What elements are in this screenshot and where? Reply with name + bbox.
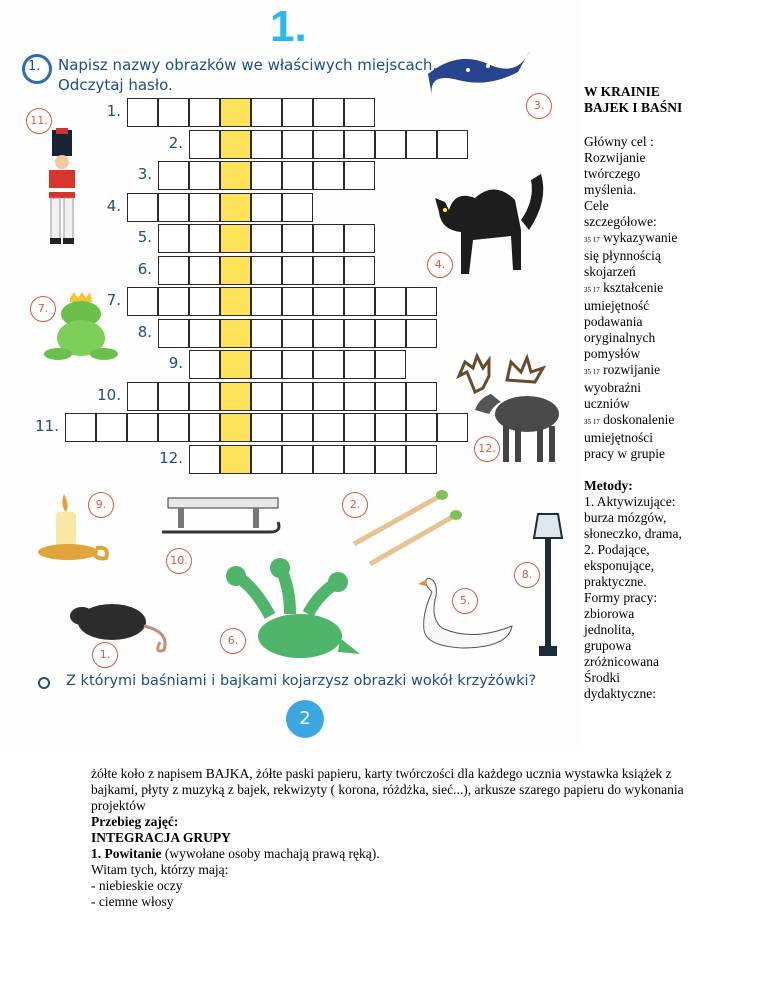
rat-picture (70, 592, 180, 656)
worksheet-number: 1. (270, 2, 307, 51)
methods-label: Metody: (584, 478, 633, 493)
crossword-cell[interactable] (189, 224, 220, 253)
crossword-row-label: 12. (159, 448, 183, 467)
task-1-number: 1. (28, 59, 41, 74)
crossword-key-cell[interactable] (220, 161, 251, 190)
crossword-cell[interactable] (313, 256, 344, 285)
crossword-cell[interactable] (127, 287, 158, 316)
crossword-cell[interactable] (65, 413, 96, 442)
means-text: żółte koło z napisem BAJKA, żółte paski papieru, karty twórczości dla każdego ucznia wystawka książek z bajkami, płyty z muzyką z bajek, rekwizyty ( korona, różdżka, sieć...), arkusze szarego papieru do wykonania projektów (91, 766, 684, 813)
goal-marker-2: 35 17 (584, 286, 600, 294)
crossword-row-label: 1. (106, 102, 121, 120)
crossword-cell[interactable] (282, 161, 313, 190)
crossword-cell[interactable] (158, 413, 189, 442)
crossword-row-label: 5. (137, 228, 152, 246)
crossword-cell[interactable] (344, 445, 375, 474)
instruction-line-2: Odczytaj hasło. (58, 76, 173, 94)
crossword-cell[interactable] (282, 319, 313, 348)
means-label: Środki dydaktyczne: (584, 670, 656, 701)
greeting-label: 1. Powitanie (91, 846, 162, 861)
crossword-cell[interactable] (127, 413, 158, 442)
crossword-cell[interactable] (282, 256, 313, 285)
sled-picture (158, 492, 283, 544)
crossword-cell[interactable] (158, 224, 189, 253)
crossword-row-label: 8. (137, 322, 152, 341)
picture-11-badge: 11. (26, 108, 52, 134)
crossword-cell[interactable] (313, 224, 344, 253)
greeting-line (91, 846, 691, 862)
crossword-cell[interactable] (344, 350, 375, 379)
crossword-cell[interactable] (189, 350, 220, 379)
crossword-key-cell[interactable] (220, 256, 251, 285)
crossword-cell[interactable] (251, 350, 282, 379)
task-1-badge (22, 54, 52, 84)
question-bullet (38, 677, 50, 689)
crossword-key-cell[interactable] (220, 98, 251, 127)
picture-2-badge: 2. (342, 492, 368, 518)
crossword-key-cell[interactable] (220, 445, 251, 474)
goal-text: Rozwijanie twórczego myślenia. (584, 150, 646, 197)
crossword-cell[interactable] (189, 130, 220, 159)
picture-4-badge: 4. (427, 252, 453, 278)
goal-item-3: 35 17 rozwijanie wyobraźni uczniów (584, 362, 661, 411)
soldier-picture (40, 128, 84, 248)
crossword-cell[interactable] (251, 413, 282, 442)
crossword-cell[interactable] (251, 130, 282, 159)
crossword-row-label: 3. (137, 165, 152, 183)
picture-1-badge: 1. (92, 642, 118, 668)
crossword-cell[interactable] (406, 382, 437, 411)
crossword-cell[interactable] (375, 130, 406, 159)
methods-text-2: 2. Podające, eksponujące, praktyczne. (584, 542, 655, 589)
picture-8-badge: 8. (514, 562, 540, 588)
crossword-cell[interactable] (344, 413, 375, 442)
crossword-row-label: 6. (137, 259, 152, 278)
crossword-key-cell[interactable] (220, 287, 251, 316)
crossword-cell[interactable] (375, 350, 406, 379)
crossword-cell[interactable] (313, 130, 344, 159)
crossword-cell[interactable] (158, 193, 189, 222)
crossword-cell[interactable] (375, 319, 406, 348)
lesson-plan-side (584, 84, 684, 702)
crossword-cell[interactable] (189, 98, 220, 127)
crossword-cell[interactable] (189, 161, 220, 190)
crossword-cell[interactable] (189, 319, 220, 348)
crossword-cell[interactable] (344, 319, 375, 348)
goal-marker-4: 35 17 (584, 418, 600, 426)
crossword-cell[interactable] (189, 287, 220, 316)
crossword-cell[interactable] (282, 287, 313, 316)
crossword-cell[interactable] (344, 98, 375, 127)
crossword-cell[interactable] (282, 193, 313, 222)
goal-marker-1: 35 17 (584, 236, 600, 244)
picture-6-badge: 6. (220, 628, 246, 654)
crossword-cell[interactable] (313, 445, 344, 474)
picture-12-badge: 12. (474, 436, 500, 462)
crossword-cell[interactable] (251, 98, 282, 127)
crossword-cell[interactable] (158, 98, 189, 127)
crossword-cell[interactable] (282, 98, 313, 127)
crossword-cell[interactable] (158, 161, 189, 190)
crossword-row-label: 10. (97, 385, 121, 404)
crossword-cell[interactable] (251, 382, 282, 411)
crossword-key-cell[interactable] (220, 193, 251, 222)
list-item-1: - niebieskie oczy (91, 878, 183, 893)
crossword-cell[interactable] (375, 445, 406, 474)
crossword-cell[interactable] (282, 350, 313, 379)
crossword-cell[interactable] (158, 256, 189, 285)
specific-goals-label: Cele szczegółowe: (584, 198, 657, 229)
forms-text: zbiorowa jednolita, grupowa zróżnicowana (584, 606, 659, 669)
crossword-key-cell[interactable] (220, 130, 251, 159)
crossword-cell[interactable] (189, 382, 220, 411)
crossword-cell[interactable] (313, 98, 344, 127)
lesson-plan-bottom (91, 766, 691, 910)
goal-marker-3: 35 17 (584, 368, 600, 376)
greeting-text: (wywołane osoby machają prawą ręką). (161, 846, 380, 861)
goal-item-2: 35 17 kształcenie umiejętność podawania oryginalnych pomysłów (584, 280, 664, 361)
goal-item-1: 35 17 wykazywanie się płynnością skojarzeń (584, 230, 678, 279)
crossword-cell[interactable] (282, 445, 313, 474)
crossword-cell[interactable] (282, 224, 313, 253)
crossword-cell[interactable] (344, 287, 375, 316)
instruction-line-1: Napisz nazwy obrazków we właściwych miejscach. (58, 56, 438, 74)
crossword-key-cell[interactable] (220, 224, 251, 253)
crossword-cell[interactable] (406, 287, 437, 316)
crossword-cell[interactable] (406, 413, 437, 442)
crossword-cell[interactable] (313, 413, 344, 442)
crossword-cell[interactable] (127, 193, 158, 222)
list-item-2: - ciemne włosy (91, 894, 174, 909)
crossword-key-cell[interactable] (220, 350, 251, 379)
crossword-cell[interactable] (406, 319, 437, 348)
crossword-key-cell[interactable] (220, 319, 251, 348)
crossword-cell[interactable] (344, 130, 375, 159)
crossword-cell[interactable] (158, 319, 189, 348)
welcome-text: Witam tych, którzy mają: (91, 862, 229, 877)
crossword-cell[interactable] (344, 224, 375, 253)
picture-5-badge: 5. (452, 588, 478, 614)
task-2-badge: 2 (286, 700, 324, 738)
crossword-cell[interactable] (251, 445, 282, 474)
picture-7-badge: 7. (30, 296, 56, 322)
course-label: Przebieg zajęć: (91, 814, 179, 829)
crossword-key-cell[interactable] (220, 413, 251, 442)
crossword-cell[interactable] (406, 130, 437, 159)
crossword-cell[interactable] (344, 161, 375, 190)
crossword-cell[interactable] (251, 287, 282, 316)
goal-item-4: 35 17 doskonalenie umiejętności pracy w grupie (584, 412, 675, 461)
picture-9-badge: 9. (88, 492, 114, 518)
crossword-cell[interactable] (375, 413, 406, 442)
crossword-row-label: 2. (168, 133, 183, 152)
flying-carpet-picture (418, 40, 538, 102)
integration-label: INTEGRACJA GRUPY (91, 830, 231, 845)
crossword-cell[interactable] (251, 161, 282, 190)
crossword-cell[interactable] (189, 193, 220, 222)
crossword-cell[interactable] (127, 98, 158, 127)
crossword-cell[interactable] (282, 130, 313, 159)
crossword-cell[interactable] (251, 224, 282, 253)
dragon-picture (220, 556, 362, 668)
methods-text: 1. Aktywizujące: burza mózgów, słoneczko, drama, (584, 494, 682, 541)
goal-label: Główny cel : (584, 134, 654, 149)
question-text: Z którymi baśniami i bajkami kojarzysz obrazki wokół krzyżówki? (66, 673, 537, 689)
crossword-cell[interactable] (313, 319, 344, 348)
picture-3-badge: 3. (526, 93, 552, 119)
crossword-cell[interactable] (251, 319, 282, 348)
crossword-row-label: 11. (35, 417, 59, 435)
crossword-key-cell[interactable] (220, 382, 251, 411)
crossword-cell[interactable] (189, 445, 220, 474)
crossword-cell[interactable] (313, 350, 344, 379)
crossword-cell[interactable] (282, 413, 313, 442)
crossword-row-label: 9. (168, 354, 183, 372)
picture-10-badge: 10. (166, 548, 192, 574)
crossword-cell[interactable] (437, 130, 468, 159)
crossword-cell[interactable] (158, 287, 189, 316)
crossword-cell[interactable] (375, 287, 406, 316)
crossword-cell[interactable] (375, 382, 406, 411)
crossword-cell[interactable] (313, 161, 344, 190)
crossword-cell[interactable] (158, 382, 189, 411)
crossword-cell[interactable] (96, 413, 127, 442)
crossword-row-label: 7. (106, 291, 121, 309)
instruction (58, 55, 437, 95)
crossword-cell[interactable] (251, 256, 282, 285)
reindeer-picture (455, 352, 565, 464)
crossword-cell[interactable] (189, 256, 220, 285)
crossword-cell[interactable] (282, 382, 313, 411)
crossword-cell[interactable] (344, 256, 375, 285)
crossword-cell[interactable] (344, 382, 375, 411)
crossword-cell[interactable] (406, 445, 437, 474)
crossword-cell[interactable] (313, 287, 344, 316)
crossword-row-label: 4. (106, 196, 121, 215)
crossword-cell[interactable] (313, 382, 344, 411)
lesson-title: W KRAINIE BAJEK I BAŚNI (584, 84, 683, 115)
crossword-cell[interactable] (251, 193, 282, 222)
crossword-cell[interactable] (189, 413, 220, 442)
forms-label: Formy pracy: (584, 590, 658, 605)
crossword-cell[interactable] (127, 382, 158, 411)
